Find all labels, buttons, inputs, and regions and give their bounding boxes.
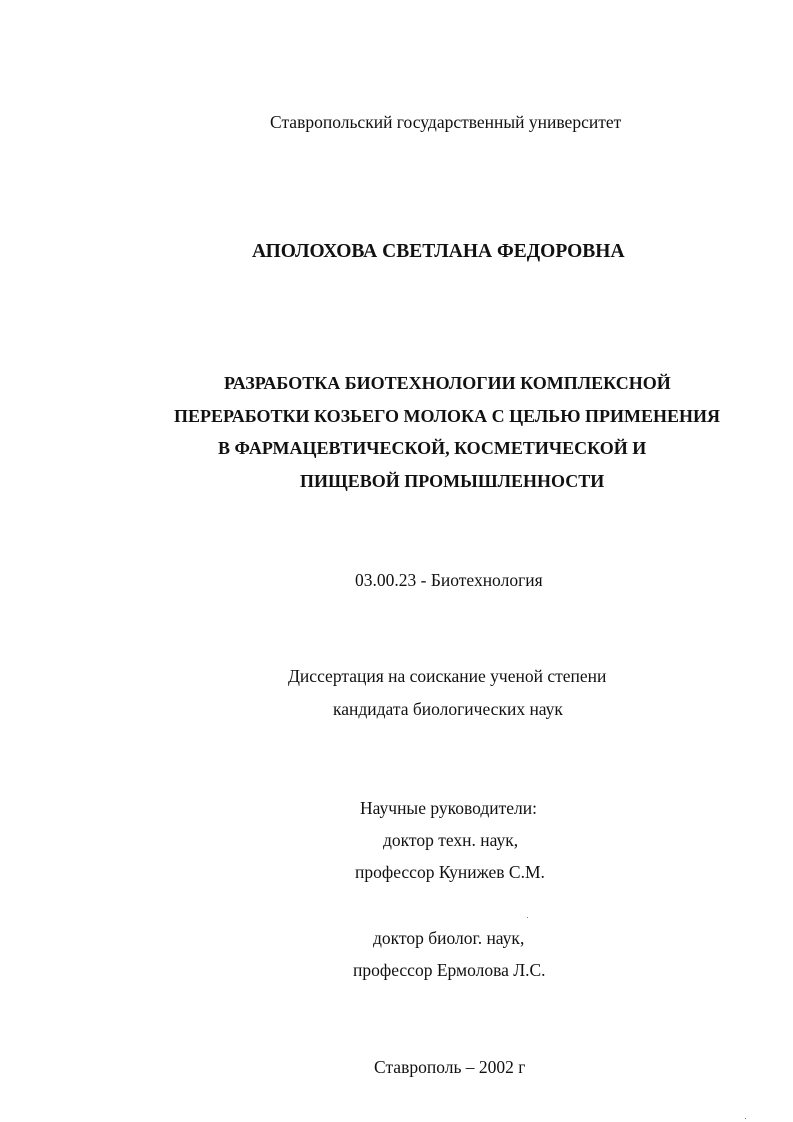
- title-line-4: ПИЩЕВОЙ ПРОМЫШЛЕННОСТИ: [300, 471, 605, 491]
- scan-speck: [527, 917, 528, 918]
- place-and-year: Ставрополь – 2002 г: [374, 1057, 526, 1077]
- degree-line-2: кандидата биологических наук: [333, 699, 563, 719]
- university-name: Ставропольский государственный университет: [270, 112, 622, 132]
- title-line-2: ПЕРЕРАБОТКИ КОЗЬЕГО МОЛОКА С ЦЕЛЬЮ ПРИМЕНЕНИЯ: [174, 406, 720, 426]
- title-line-3: В ФАРМАЦЕВТИЧЕСКОЙ, КОСМЕТИЧЕСКОЙ И: [218, 438, 647, 458]
- specialty-code: 03.00.23 - Биотехнология: [355, 570, 543, 590]
- degree-line-1: Диссертация на соискание ученой степени: [288, 666, 607, 686]
- supervisor-2-degree: доктор биолог. наук,: [373, 928, 525, 948]
- author-name: АПОЛОХОВА СВЕТЛАНА ФЕДОРОВНА: [252, 241, 625, 262]
- title-line-1: РАЗРАБОТКА БИОТЕХНОЛОГИИ КОМПЛЕКСНОЙ: [224, 373, 671, 393]
- supervisor-1-degree: доктор техн. наук,: [383, 830, 519, 850]
- supervisors-heading: Научные руководители:: [360, 798, 537, 818]
- supervisor-2-name: профессор Ермолова Л.С.: [353, 960, 546, 980]
- scan-speck: [745, 1118, 746, 1119]
- supervisor-1-name: профессор Кунижев С.М.: [355, 862, 545, 882]
